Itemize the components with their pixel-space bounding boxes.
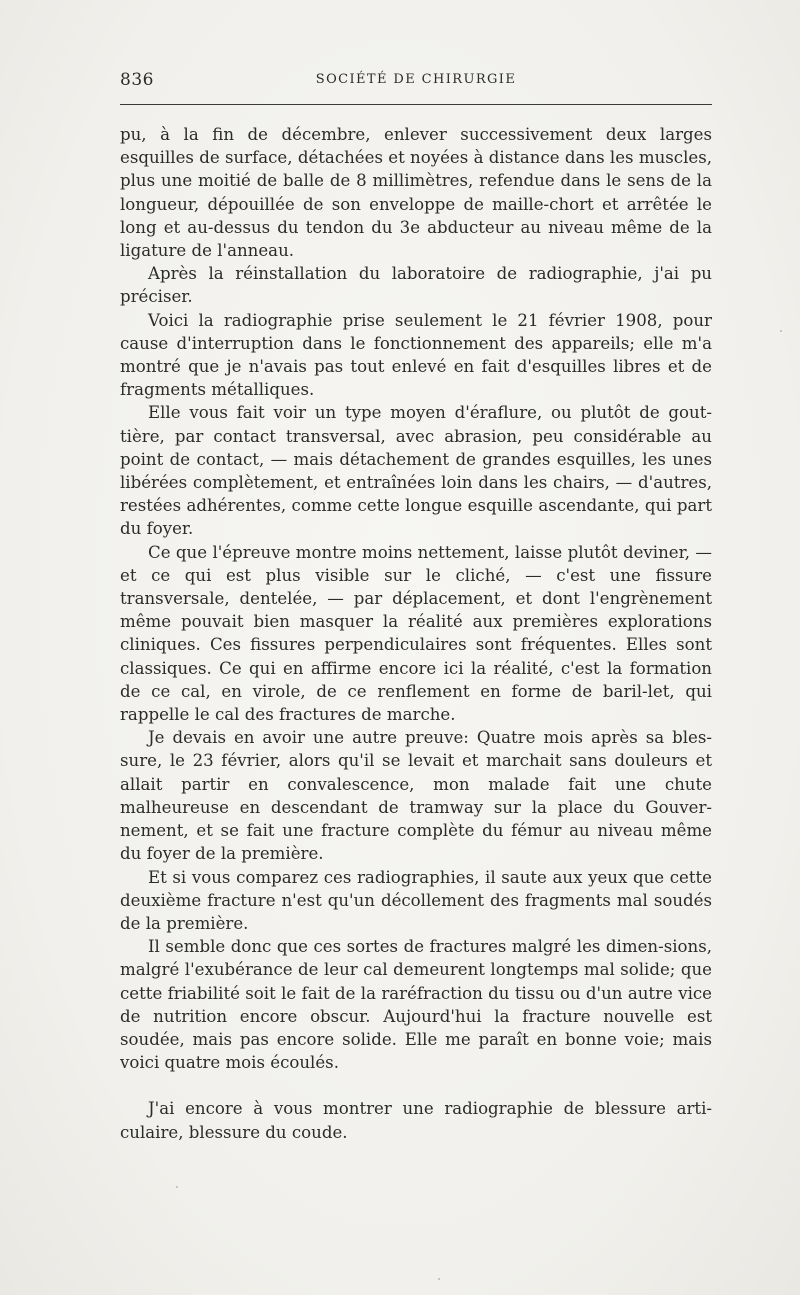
paragraph: Il semble donc que ces sortes de fractures malgré les dimen-sions, malgré l'exubérance de leur cal demeurent longtemps mal solide; que cette friabilité soit le fait de la raréfraction du tissu ou d'un autre vice de nutrition encore obscur. Aujourd'hui la fracture nouvelle est soudée, mais pas encore solide. Elle me paraît en bonne voie; mais voici quatre mois écoulés. <box>120 937 712 1073</box>
paragraph: pu, à la fin de décembre, enlever successivement deux larges esquilles de surface, détachées et noyées à distance dans les muscles, plus une moitié de balle de 8 millimètres, refendue dans le sens de la longueur, dépouillée de son enveloppe de maille-chort et arrêtée le long et au-dessus du tendon du 3e abducteur au niveau même de la ligature de l'anneau. <box>120 125 712 261</box>
paragraph: J'ai encore à vous montrer une radiographie de blessure arti-culaire, blessure du coude. <box>120 1099 712 1142</box>
paragraph: Ce que l'épreuve montre moins nettement, laisse plutôt deviner, — et ce qui est plus visible sur le cliché, — c'est une fissure transversale, dentelée, — par déplacement, et dont l'engrènement même pouvait bien masquer la réalité aux premières explorations cliniques. Ces fissures perpendiculaires sont fréquentes. Elles sont classiques. Ce qui en affirme encore ici la réalité, c'est la formation de ce cal, en virole, de ce renflement en forme de baril-let, qui rappelle le cal des fractures de marche. <box>120 542 712 725</box>
paragraph: Voici la radiographie prise seulement le 21 février 1908, pour cause d'interruption dans le fonctionnement des appareils; elle m'a montré que je n'avais pas tout enlevé en fait d'esquilles libres et de fragments métalliques. <box>120 310 712 400</box>
paragraph: Elle vous fait voir un type moyen d'éraflure, ou plutôt de gout-tière, par contact transversal, avec abrasion, peu considérable au point de contact, — mais détachement de grandes esquilles, les unes libérées complètement, et entraînées loin dans les chairs, — d'autres, restées adhérentes, comme cette longue esquille ascendante, qui part du foyer. <box>120 403 712 539</box>
scan-speck <box>176 1186 178 1188</box>
page-header <box>120 70 712 98</box>
running-title: SOCIÉTÉ DE CHIRURGIE <box>315 72 517 87</box>
scan-speck <box>780 330 782 332</box>
paragraph: Après la réinstallation du laboratoire de radiographie, j'ai pu préciser. <box>120 264 712 307</box>
paragraph: Et si vous comparez ces radiographies, il saute aux yeux que cette deuxième fracture n'est qu'un décollement des fragments mal soudés de la première. <box>120 867 712 933</box>
paragraph: Je devais en avoir une autre preuve: Quatre mois après sa bles-sure, le 23 février, alors qu'il se levait et marchait sans douleurs et allait partir en convalescence, mon malade fait une chute malheureuse en descendant de tramway sur la place du Gouver-nement, et se fait une fracture complète du fémur au niveau même du foyer de la première. <box>120 728 712 864</box>
body-text <box>120 123 712 1144</box>
scan-speck <box>438 1278 440 1280</box>
page-number: 836 <box>120 70 154 90</box>
header-rule <box>120 104 712 105</box>
